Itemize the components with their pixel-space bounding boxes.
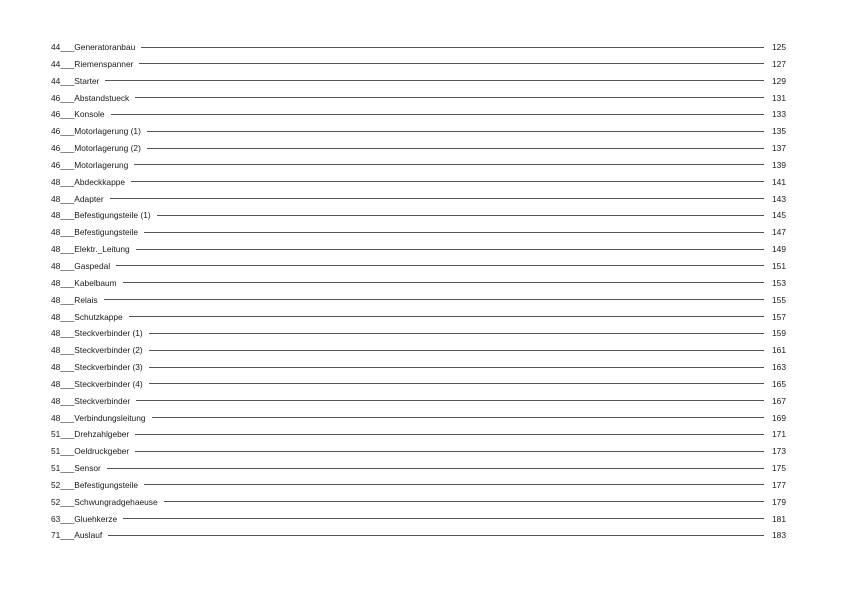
toc-list: [51, 39, 786, 544]
toc-entry[interactable]: [51, 174, 786, 191]
toc-entry-title: 46___Abstandstueck: [51, 92, 130, 103]
toc-entry-title: 51___Oeldruckgeber: [51, 446, 130, 457]
toc-leader-line: [149, 333, 764, 334]
table-of-contents: [51, 39, 786, 544]
toc-entry-title: 48___Befestigungsteile: [51, 227, 139, 238]
toc-entry[interactable]: [51, 157, 786, 174]
toc-leader-line: [139, 63, 764, 64]
toc-entry-page-number: 145: [772, 210, 786, 221]
toc-entry-title: 48___Steckverbinder (3): [51, 362, 143, 373]
toc-entry[interactable]: [51, 443, 786, 460]
toc-entry-page-number: 133: [772, 109, 786, 120]
toc-entry-title: 48___Gaspedal: [51, 260, 111, 271]
toc-entry[interactable]: [51, 106, 786, 123]
toc-entry-page-number: 179: [772, 496, 786, 507]
toc-entry-page-number: 163: [772, 362, 786, 373]
toc-entry-page-number: 167: [772, 395, 786, 406]
toc-entry-title: 48___Steckverbinder: [51, 395, 131, 406]
toc-entry-page-number: 139: [772, 159, 786, 170]
toc-entry-title: 52___Befestigungsteile: [51, 479, 139, 490]
toc-entry[interactable]: [51, 359, 786, 376]
toc-entry-page-number: 155: [772, 294, 786, 305]
toc-leader-line: [141, 47, 764, 48]
toc-leader-line: [147, 131, 764, 132]
toc-entry-title: 44___Riemenspanner: [51, 58, 134, 69]
toc-leader-line: [157, 215, 764, 216]
toc-entry-page-number: 129: [772, 75, 786, 86]
toc-entry[interactable]: [51, 140, 786, 157]
toc-entry-title: 48___Relais: [51, 294, 98, 305]
toc-entry-title: 46___Motorlagerung: [51, 159, 129, 170]
toc-entry-page-number: 135: [772, 126, 786, 137]
toc-entry-page-number: 141: [772, 176, 786, 187]
toc-entry-title: 46___Motorlagerung (1): [51, 126, 141, 137]
toc-entry[interactable]: [51, 309, 786, 326]
toc-leader-line: [144, 484, 764, 485]
toc-entry[interactable]: [51, 191, 786, 208]
toc-entry-page-number: 165: [772, 378, 786, 389]
toc-entry-title: 48___Befestigungsteile (1): [51, 210, 151, 221]
toc-entry-title: 71___Auslauf: [51, 530, 103, 541]
toc-entry[interactable]: [51, 325, 786, 342]
toc-entry-page-number: 127: [772, 58, 786, 69]
toc-leader-line: [123, 518, 764, 519]
toc-entry-title: 48___Steckverbinder (2): [51, 345, 143, 356]
toc-entry[interactable]: [51, 494, 786, 511]
toc-leader-line: [147, 148, 764, 149]
toc-entry-page-number: 173: [772, 446, 786, 457]
toc-entry[interactable]: [51, 376, 786, 393]
toc-entry[interactable]: [51, 56, 786, 73]
toc-leader-line: [136, 400, 764, 401]
toc-entry-page-number: 159: [772, 328, 786, 339]
toc-leader-line: [149, 383, 764, 384]
toc-entry-page-number: 125: [772, 42, 786, 52]
toc-leader-line: [111, 114, 764, 115]
toc-leader-line: [108, 535, 764, 536]
toc-entry-title: 44___Starter: [51, 75, 100, 86]
toc-entry-title: 46___Konsole: [51, 109, 105, 120]
toc-leader-line: [164, 501, 764, 502]
toc-entry[interactable]: [51, 292, 786, 309]
toc-entry-page-number: 147: [772, 227, 786, 238]
toc-entry[interactable]: [51, 275, 786, 292]
toc-entry-title: 48___Schutzkappe: [51, 311, 123, 322]
toc-entry[interactable]: [51, 511, 786, 528]
toc-leader-line: [129, 316, 764, 317]
toc-entry-title: 46___Motorlagerung (2): [51, 143, 141, 154]
toc-entry-page-number: 157: [772, 311, 786, 322]
toc-entry[interactable]: [51, 241, 786, 258]
toc-entry[interactable]: [51, 39, 786, 56]
toc-leader-line: [134, 164, 764, 165]
toc-entry-page-number: 153: [772, 277, 786, 288]
toc-entry-title: 48___Abdeckkappe: [51, 176, 126, 187]
toc-entry[interactable]: [51, 342, 786, 359]
toc-leader-line: [149, 350, 764, 351]
toc-entry-page-number: 171: [772, 429, 786, 440]
toc-leader-line: [131, 181, 764, 182]
toc-leader-line: [107, 468, 764, 469]
toc-entry[interactable]: [51, 123, 786, 140]
toc-entry[interactable]: [51, 393, 786, 410]
toc-leader-line: [116, 265, 764, 266]
toc-entry[interactable]: [51, 527, 786, 544]
toc-leader-line: [135, 451, 764, 452]
toc-entry[interactable]: [51, 224, 786, 241]
toc-leader-line: [123, 282, 764, 283]
toc-entry[interactable]: [51, 426, 786, 443]
toc-entry-title: 48___Verbindungsleitung: [51, 412, 146, 423]
toc-leader-line: [110, 198, 764, 199]
toc-entry-page-number: 177: [772, 479, 786, 490]
toc-entry-title: 48___Steckverbinder (4): [51, 378, 143, 389]
toc-entry-page-number: 149: [772, 244, 786, 255]
toc-entry-page-number: 181: [772, 513, 786, 524]
toc-entry-title: 51___Drehzahlgeber: [51, 429, 130, 440]
toc-entry-page-number: 161: [772, 345, 786, 356]
toc-entry-title: 48___Elektr._Leitung: [51, 244, 130, 255]
toc-leader-line: [149, 367, 764, 368]
toc-entry[interactable]: [51, 73, 786, 90]
toc-leader-line: [135, 434, 764, 435]
toc-entry[interactable]: [51, 477, 786, 494]
toc-entry-page-number: 137: [772, 143, 786, 154]
toc-entry-title: 44___Generatoranbau: [51, 42, 136, 52]
toc-entry-page-number: 175: [772, 463, 786, 474]
toc-entry-title: 52___Schwungradgehaeuse: [51, 496, 158, 507]
toc-entry-page-number: 183: [772, 530, 786, 541]
toc-entry-title: 48___Kabelbaum: [51, 277, 117, 288]
toc-entry-title: 63___Gluehkerze: [51, 513, 118, 524]
toc-entry[interactable]: [51, 460, 786, 477]
toc-leader-line: [104, 299, 764, 300]
toc-entry-title: 51___Sensor: [51, 463, 101, 474]
toc-entry-title: 48___Adapter: [51, 193, 104, 204]
toc-leader-line: [105, 80, 764, 81]
toc-entry[interactable]: [51, 207, 786, 224]
toc-leader-line: [135, 97, 764, 98]
toc-entry-page-number: 151: [772, 260, 786, 271]
toc-entry-page-number: 131: [772, 92, 786, 103]
toc-entry-page-number: 143: [772, 193, 786, 204]
toc-entry-title: 48___Steckverbinder (1): [51, 328, 143, 339]
toc-leader-line: [136, 249, 764, 250]
toc-entry-page-number: 169: [772, 412, 786, 423]
toc-leader-line: [144, 232, 764, 233]
toc-leader-line: [152, 417, 764, 418]
toc-entry[interactable]: [51, 410, 786, 427]
toc-entry[interactable]: [51, 258, 786, 275]
toc-entry[interactable]: [51, 90, 786, 107]
